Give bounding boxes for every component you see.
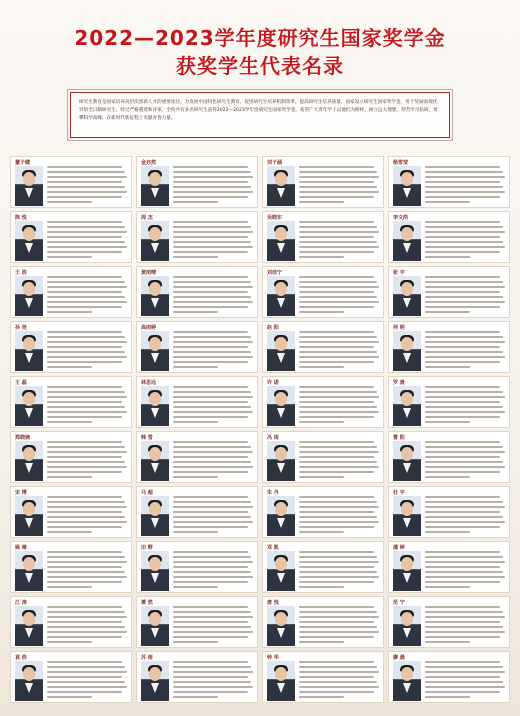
student-bio-text <box>47 276 129 316</box>
student-name: 田 野 <box>141 545 153 551</box>
student-bio-text <box>425 606 507 646</box>
student-name: 高雨婷 <box>141 325 157 331</box>
student-photo <box>141 661 169 701</box>
student-card <box>388 541 510 593</box>
student-photo <box>267 331 295 371</box>
student-card <box>388 211 510 263</box>
student-card <box>136 266 258 318</box>
student-card <box>10 156 132 208</box>
student-bio-text <box>425 661 507 701</box>
student-photo <box>267 551 295 591</box>
student-photo <box>15 551 43 591</box>
student-name: 袁 浩 <box>15 655 27 661</box>
student-card <box>10 596 132 648</box>
student-name: 潘 婷 <box>393 545 405 551</box>
student-name: 江 涛 <box>15 600 27 606</box>
student-card <box>388 266 510 318</box>
student-name: 廖 晨 <box>393 655 405 661</box>
student-name: 张 宇 <box>393 270 405 276</box>
student-photo <box>393 386 421 426</box>
student-card <box>262 266 384 318</box>
student-card <box>10 321 132 373</box>
student-bio-text <box>173 496 255 536</box>
student-name: 周 杰 <box>141 215 153 221</box>
student-bio-text <box>173 386 255 426</box>
student-bio-text <box>173 661 255 701</box>
student-bio-text <box>425 331 507 371</box>
student-card <box>388 321 510 373</box>
student-bio-text <box>47 331 129 371</box>
student-card <box>136 431 258 483</box>
student-name: 范 宁 <box>393 600 405 606</box>
student-bio-text <box>299 221 381 261</box>
student-card <box>388 651 510 703</box>
student-name: 冯 雨 <box>267 435 279 441</box>
student-name: 吴晓东 <box>267 215 283 221</box>
student-bio-text <box>47 606 129 646</box>
student-photo <box>15 331 43 371</box>
student-photo <box>393 551 421 591</box>
student-card <box>10 431 132 483</box>
student-name: 曹 阳 <box>393 435 405 441</box>
student-name: 唐 悦 <box>267 600 279 606</box>
student-card <box>10 211 132 263</box>
student-card <box>388 156 510 208</box>
student-photo <box>267 606 295 646</box>
student-card <box>10 486 132 538</box>
student-name: 苏 雨 <box>141 655 153 661</box>
student-card <box>262 211 384 263</box>
student-card <box>262 486 384 538</box>
student-bio-text <box>299 441 381 481</box>
poster-title-line2: 获奖学生代表名录 <box>176 54 344 78</box>
student-bio-text <box>299 661 381 701</box>
student-card <box>136 211 258 263</box>
student-bio-text <box>299 606 381 646</box>
student-card <box>262 431 384 483</box>
student-photo <box>15 441 43 481</box>
student-bio-text <box>47 661 129 701</box>
student-photo <box>393 331 421 371</box>
student-bio-text <box>173 276 255 316</box>
student-bio-text <box>425 496 507 536</box>
student-name: 郑晓婉 <box>15 435 31 441</box>
student-card <box>262 596 384 648</box>
student-bio-text <box>173 441 255 481</box>
student-photo <box>393 606 421 646</box>
student-photo <box>267 441 295 481</box>
student-grid <box>10 156 510 708</box>
student-photo <box>267 386 295 426</box>
student-bio-text <box>47 386 129 426</box>
student-photo <box>15 276 43 316</box>
student-bio-text <box>425 551 507 591</box>
student-photo <box>15 496 43 536</box>
student-name: 宋 博 <box>15 490 27 496</box>
student-bio-text <box>47 551 129 591</box>
student-name: 刘佳宁 <box>267 270 283 276</box>
student-bio-text <box>425 441 507 481</box>
student-card <box>388 431 510 483</box>
student-photo <box>141 606 169 646</box>
student-name: 杜 宇 <box>393 490 405 496</box>
student-bio-text <box>425 221 507 261</box>
student-card <box>262 321 384 373</box>
student-card <box>10 541 132 593</box>
student-name: 刘子涵 <box>267 160 283 166</box>
student-name: 朱 丹 <box>267 490 279 496</box>
student-card <box>262 156 384 208</box>
student-bio-text <box>47 166 129 206</box>
student-card <box>388 486 510 538</box>
student-bio-text <box>425 276 507 316</box>
student-card <box>262 541 384 593</box>
student-name: 王 浩 <box>15 270 27 276</box>
student-card <box>388 596 510 648</box>
student-bio-text <box>425 386 507 426</box>
student-bio-text <box>299 551 381 591</box>
student-photo <box>393 166 421 206</box>
student-bio-text <box>299 386 381 426</box>
student-name: 邓 凯 <box>267 545 279 551</box>
student-card <box>136 651 258 703</box>
student-name: 萧 然 <box>141 600 153 606</box>
student-name: 杨雪莹 <box>393 160 409 166</box>
student-card <box>10 376 132 428</box>
student-photo <box>267 166 295 206</box>
student-card <box>136 486 258 538</box>
student-photo <box>267 661 295 701</box>
student-photo <box>267 221 295 261</box>
student-bio-text <box>299 276 381 316</box>
student-photo <box>141 276 169 316</box>
student-photo <box>15 166 43 206</box>
student-photo <box>141 331 169 371</box>
student-name: 金亦然 <box>141 160 157 166</box>
student-card <box>388 376 510 428</box>
student-card <box>10 266 132 318</box>
student-card <box>136 321 258 373</box>
student-card <box>262 376 384 428</box>
student-name: 李文浩 <box>393 215 409 221</box>
student-name: 林思远 <box>141 380 157 386</box>
student-name: 姚 琳 <box>15 545 27 551</box>
student-bio-text <box>47 496 129 536</box>
student-photo <box>267 276 295 316</box>
student-name: 许 诺 <box>267 380 279 386</box>
student-name: 赵 阳 <box>267 325 279 331</box>
student-bio-text <box>173 551 255 591</box>
student-photo <box>15 386 43 426</box>
student-photo <box>15 221 43 261</box>
student-photo <box>141 221 169 261</box>
student-name: 何 明 <box>393 325 405 331</box>
student-card <box>262 651 384 703</box>
student-photo <box>393 661 421 701</box>
intro-text-box: 研究生教育是国家培养高层次创新人才的重要途径。为发展中国特色研究生教育，促进研究生培养机制改革，提高研究生培养质量，国家设立研究生国家奖学金，用于奖励表现优异的全日制研究生。经过严格遴选和评审，全校共有多名研究生获得2022—2023学年度研究生国家奖学金。希望广大青年学子以他们为榜样，树立远大理想，刻苦学习钻研，勇攀科学高峰，在新时代新征程上贡献青春力量。 <box>70 92 450 138</box>
student-name: 黄雨晴 <box>141 270 157 276</box>
student-bio-text <box>299 331 381 371</box>
student-card <box>136 156 258 208</box>
student-name: 董子健 <box>15 160 31 166</box>
student-photo <box>141 496 169 536</box>
student-card <box>136 541 258 593</box>
student-name: 孙 尧 <box>15 325 27 331</box>
student-bio-text <box>425 166 507 206</box>
poster-title-line1: 2022—2023学年度研究生国家奖学金 <box>74 26 446 50</box>
student-photo <box>393 441 421 481</box>
student-bio-text <box>173 606 255 646</box>
student-photo <box>15 606 43 646</box>
student-bio-text <box>47 441 129 481</box>
student-card <box>10 651 132 703</box>
student-name: 韩 雪 <box>141 435 153 441</box>
student-name: 钟 华 <box>267 655 279 661</box>
student-photo <box>15 661 43 701</box>
student-bio-text <box>299 166 381 206</box>
student-photo <box>141 551 169 591</box>
student-name: 马 超 <box>141 490 153 496</box>
student-photo <box>267 496 295 536</box>
student-name: 王 磊 <box>15 380 27 386</box>
student-card <box>136 596 258 648</box>
student-photo <box>393 496 421 536</box>
student-bio-text <box>173 221 255 261</box>
student-photo <box>393 276 421 316</box>
student-bio-text <box>173 331 255 371</box>
student-photo <box>141 166 169 206</box>
student-card <box>136 376 258 428</box>
student-photo <box>393 221 421 261</box>
student-bio-text <box>173 166 255 206</box>
student-photo <box>141 441 169 481</box>
student-bio-text <box>47 221 129 261</box>
student-name: 陈 悦 <box>15 215 27 221</box>
student-name: 罗 晨 <box>393 380 405 386</box>
student-photo <box>141 386 169 426</box>
student-bio-text <box>299 496 381 536</box>
